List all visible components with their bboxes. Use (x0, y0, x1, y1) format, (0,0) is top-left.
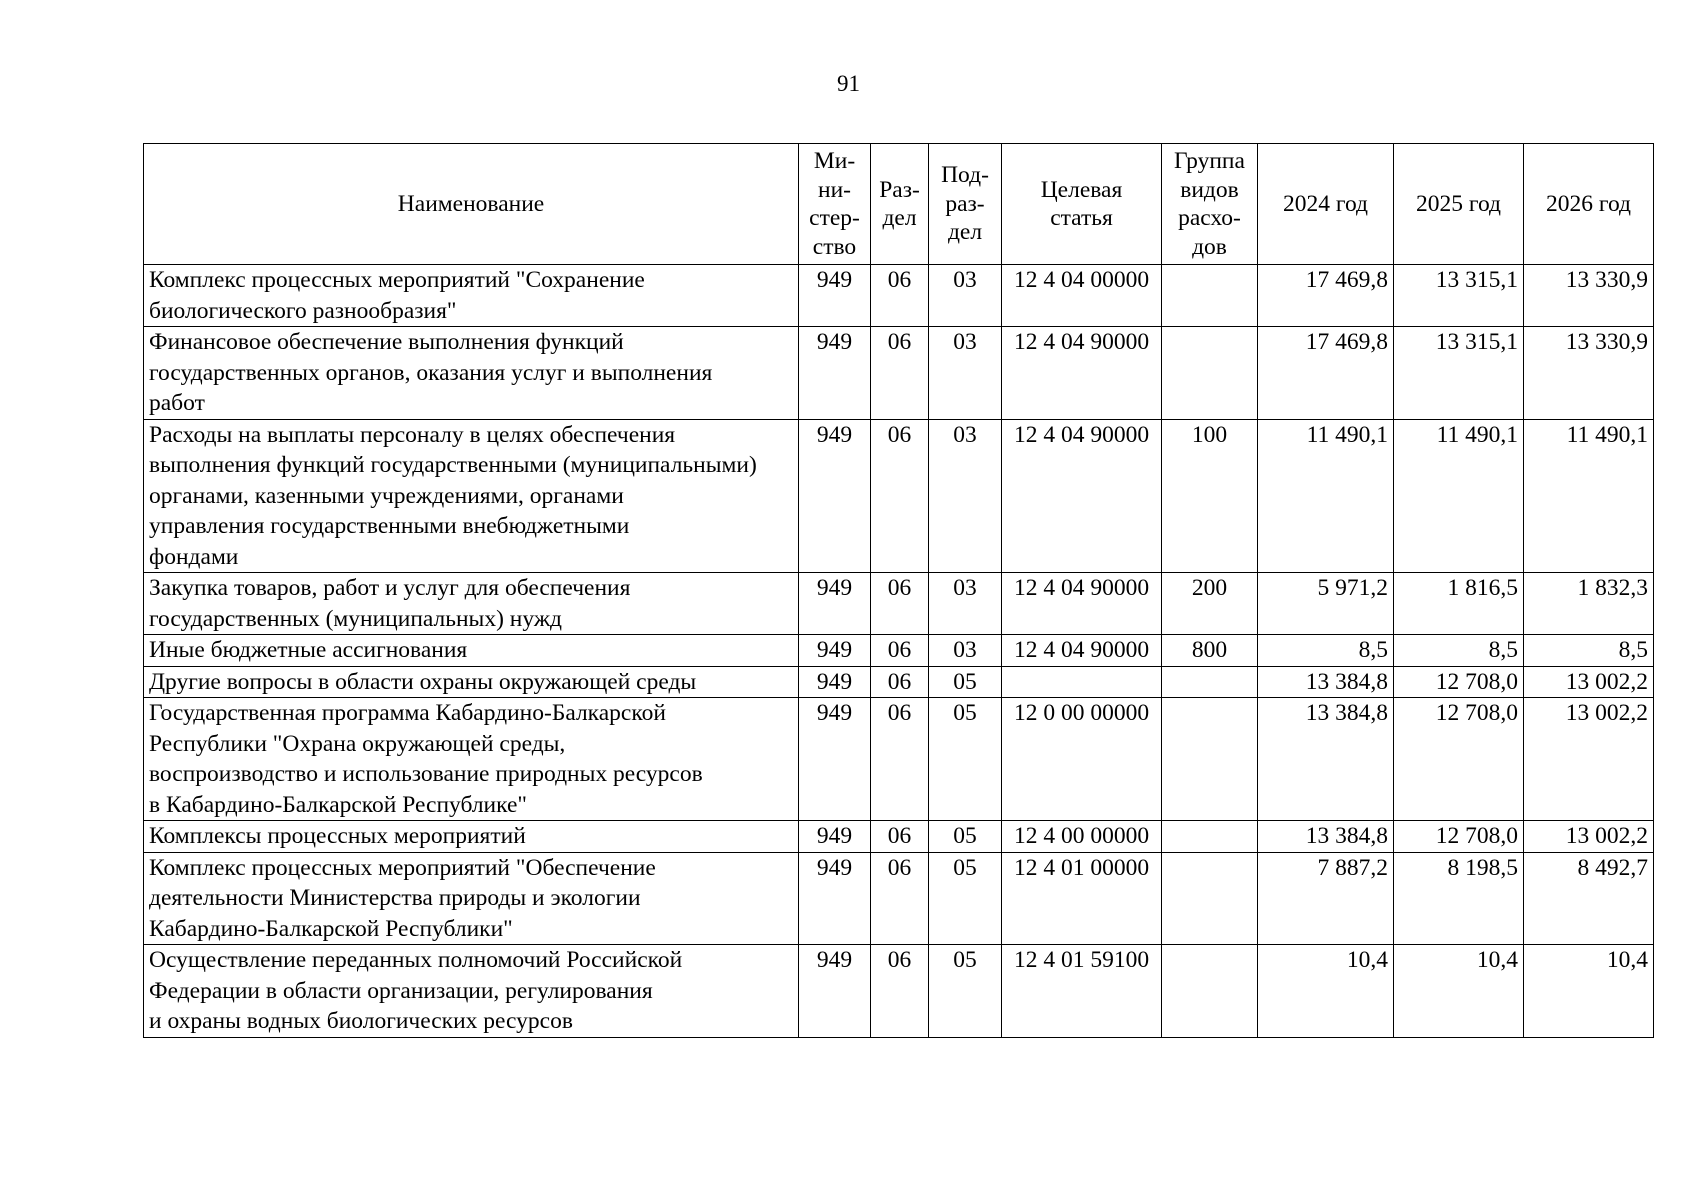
cell-2026: 8,5 (1524, 635, 1654, 667)
header-target-line: статья (1050, 205, 1113, 231)
cell-2026: 13 330,9 (1524, 327, 1654, 420)
cell-ministry: 949 (799, 573, 871, 635)
cell-name-line: биологического разнообразия" (149, 297, 457, 324)
header-ministry-line: ство (812, 233, 857, 260)
cell-ministry: 949 (799, 327, 871, 420)
header-subsection-line: раз- (945, 190, 985, 217)
cell-expense-group (1162, 327, 1258, 420)
cell-expense-group (1162, 666, 1258, 698)
cell-2026: 11 490,1 (1524, 419, 1654, 573)
header-2024: 2024 год (1258, 144, 1394, 265)
cell-2024: 5 971,2 (1258, 573, 1394, 635)
table-row (144, 698, 1654, 821)
cell-section: 06 (871, 821, 929, 853)
header-section (871, 144, 929, 265)
cell-name (144, 573, 799, 635)
header-expense-group-line: Группа (1174, 148, 1245, 174)
cell-2026: 13 330,9 (1524, 265, 1654, 327)
budget-table (143, 143, 1654, 1038)
header-subsection-line: дел (947, 219, 983, 246)
cell-name-line: Комплекс процессных мероприятий "Обеспечение (149, 854, 656, 881)
cell-name-line: фондами (149, 543, 239, 570)
header-name: Наименование (144, 144, 799, 265)
cell-target: 12 4 04 90000 (1002, 327, 1162, 420)
cell-2025: 8 198,5 (1394, 852, 1524, 945)
header-2025: 2025 год (1394, 144, 1524, 265)
cell-expense-group (1162, 852, 1258, 945)
cell-name (144, 419, 799, 573)
cell-2026: 8 492,7 (1524, 852, 1654, 945)
cell-target (1002, 666, 1162, 698)
table-row (144, 945, 1654, 1038)
cell-2026: 1 832,3 (1524, 573, 1654, 635)
cell-subsection: 03 (929, 265, 1002, 327)
cell-name-line: государственных (муниципальных) нужд (149, 605, 563, 632)
cell-ministry: 949 (799, 635, 871, 667)
header-ministry (799, 144, 871, 265)
table-row (144, 327, 1654, 420)
cell-ministry: 949 (799, 419, 871, 573)
cell-name (144, 327, 799, 420)
cell-section: 06 (871, 573, 929, 635)
cell-expense-group (1162, 265, 1258, 327)
cell-target: 12 4 04 90000 (1002, 573, 1162, 635)
cell-ministry: 949 (799, 821, 871, 853)
cell-2025: 13 315,1 (1394, 265, 1524, 327)
table-row (144, 666, 1654, 698)
cell-name-line: Другие вопросы в области охраны окружающей среды (149, 668, 697, 695)
cell-name-line: Комплекс процессных мероприятий "Сохранение (149, 267, 645, 293)
page-number: 91 (837, 71, 860, 96)
cell-target: 12 4 00 00000 (1002, 821, 1162, 853)
table-row (144, 573, 1654, 635)
cell-section: 06 (871, 635, 929, 667)
cell-2024: 17 469,8 (1258, 265, 1394, 327)
table-row (144, 419, 1654, 573)
header-ministry-line: стер- (809, 205, 860, 231)
cell-2024: 13 384,8 (1258, 698, 1394, 821)
cell-name-line: выполнения функций государственными (муниципальными) (149, 452, 757, 478)
cell-name-line: Государственная программа Кабардино-Балкарской (149, 700, 666, 726)
cell-target: 12 0 00 00000 (1002, 698, 1162, 821)
cell-2026: 13 002,2 (1524, 666, 1654, 698)
cell-name (144, 821, 799, 853)
header-2026: 2026 год (1524, 144, 1654, 265)
cell-2024: 8,5 (1258, 635, 1394, 667)
cell-target: 12 4 01 00000 (1002, 852, 1162, 945)
cell-name-line: воспроизводство и использование природных ресурсов (149, 761, 703, 787)
cell-name (144, 666, 799, 698)
cell-2025: 8,5 (1394, 635, 1524, 667)
header-section-line: Раз- (879, 176, 920, 203)
cell-name-line: Закупка товаров, работ и услуг для обеспечения (149, 575, 631, 601)
cell-subsection: 03 (929, 573, 1002, 635)
cell-name-line: в Кабардино-Балкарской Республике" (149, 791, 527, 818)
header-subsection-line: Под- (941, 162, 989, 189)
cell-subsection: 05 (929, 945, 1002, 1038)
table-body (144, 265, 1654, 1038)
cell-ministry: 949 (799, 945, 871, 1038)
cell-section: 06 (871, 666, 929, 698)
header-expense-group-line: видов (1180, 176, 1239, 203)
table-row (144, 852, 1654, 945)
cell-subsection: 05 (929, 821, 1002, 853)
cell-expense-group (1162, 698, 1258, 821)
cell-name-line: управления государственными внебюджетными (149, 513, 630, 539)
cell-name-line: Комплексы процессных мероприятий (149, 823, 526, 849)
cell-2026: 10,4 (1524, 945, 1654, 1038)
cell-name-line: деятельности Министерства природы и экологии (149, 885, 641, 911)
cell-subsection: 05 (929, 852, 1002, 945)
header-expense-group (1162, 144, 1258, 265)
cell-2024: 13 384,8 (1258, 666, 1394, 698)
cell-ministry: 949 (799, 698, 871, 821)
cell-name (144, 698, 799, 821)
cell-2026: 13 002,2 (1524, 698, 1654, 821)
header-expense-group-line: дов (1192, 233, 1227, 260)
header-target-line: Целевая (1040, 176, 1123, 203)
cell-name-line: Федерации в области организации, регулирования (149, 977, 653, 1004)
cell-subsection: 03 (929, 419, 1002, 573)
cell-name-line: Республики "Охрана окружающей среды, (149, 730, 566, 757)
cell-subsection: 03 (929, 327, 1002, 420)
cell-name-line: Иные бюджетные ассигнования (149, 637, 468, 663)
cell-expense-group (1162, 945, 1258, 1038)
cell-name-line: и охраны водных биологических ресурсов (149, 1008, 573, 1034)
cell-name-line: Осуществление переданных полномочий Российской (149, 947, 683, 973)
cell-name-line: Финансовое обеспечение выполнения функций (149, 329, 624, 355)
cell-target: 12 4 01 59100 (1002, 945, 1162, 1038)
header-expense-group-line: расхо- (1178, 205, 1241, 231)
cell-section: 06 (871, 265, 929, 327)
cell-target: 12 4 04 90000 (1002, 635, 1162, 667)
table-row (144, 821, 1654, 853)
cell-name-line: Кабардино-Балкарской Республики" (149, 915, 513, 942)
cell-ministry: 949 (799, 852, 871, 945)
cell-name (144, 635, 799, 667)
cell-expense-group: 100 (1162, 419, 1258, 573)
cell-2025: 11 490,1 (1394, 419, 1524, 573)
cell-section: 06 (871, 327, 929, 420)
cell-section: 06 (871, 945, 929, 1038)
cell-ministry: 949 (799, 666, 871, 698)
cell-2025: 10,4 (1394, 945, 1524, 1038)
cell-2025: 13 315,1 (1394, 327, 1524, 420)
cell-2024: 10,4 (1258, 945, 1394, 1038)
cell-name (144, 945, 799, 1038)
table-row (144, 635, 1654, 667)
cell-2026: 13 002,2 (1524, 821, 1654, 853)
cell-section: 06 (871, 852, 929, 945)
cell-expense-group: 200 (1162, 573, 1258, 635)
cell-name (144, 852, 799, 945)
cell-target: 12 4 04 90000 (1002, 419, 1162, 573)
table-row (144, 265, 1654, 327)
cell-section: 06 (871, 419, 929, 573)
cell-2024: 13 384,8 (1258, 821, 1394, 853)
cell-subsection: 05 (929, 666, 1002, 698)
cell-2025: 1 816,5 (1394, 573, 1524, 635)
cell-expense-group: 800 (1162, 635, 1258, 667)
header-section-line: дел (882, 205, 917, 231)
cell-target: 12 4 04 00000 (1002, 265, 1162, 327)
cell-2025: 12 708,0 (1394, 698, 1524, 821)
header-ministry-line: ни- (818, 176, 851, 203)
cell-ministry: 949 (799, 265, 871, 327)
cell-2024: 17 469,8 (1258, 327, 1394, 420)
cell-subsection: 03 (929, 635, 1002, 667)
cell-2025: 12 708,0 (1394, 821, 1524, 853)
cell-name (144, 265, 799, 327)
cell-name-line: органами, казенными учреждениями, органами (149, 482, 624, 509)
cell-subsection: 05 (929, 698, 1002, 821)
cell-2025: 12 708,0 (1394, 666, 1524, 698)
header-ministry-line: Ми- (813, 148, 856, 174)
header-row (144, 144, 1654, 265)
cell-2024: 7 887,2 (1258, 852, 1394, 945)
cell-name-line: работ (149, 390, 205, 416)
cell-section: 06 (871, 698, 929, 821)
header-subsection (929, 144, 1002, 265)
cell-2024: 11 490,1 (1258, 419, 1394, 573)
cell-name-line: государственных органов, оказания услуг и выполнения (149, 359, 713, 386)
cell-expense-group (1162, 821, 1258, 853)
header-target (1002, 144, 1162, 265)
cell-name-line: Расходы на выплаты персоналу в целях обеспечения (149, 421, 676, 448)
